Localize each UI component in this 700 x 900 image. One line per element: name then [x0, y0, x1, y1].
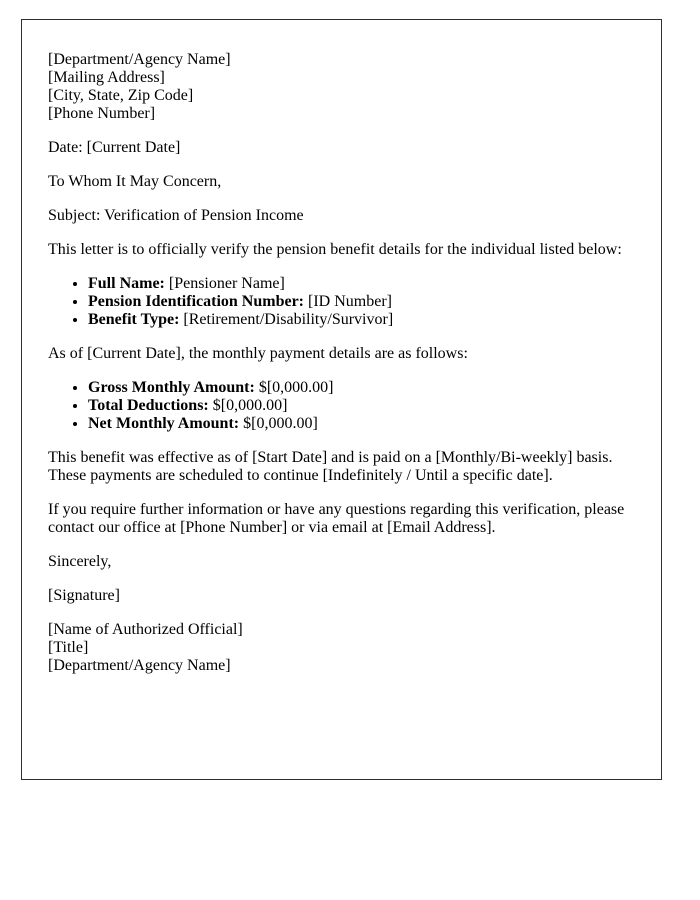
letter-document — [21, 19, 662, 780]
signoff-line-agency: [Department/Agency Name] — [48, 657, 231, 674]
intro-paragraph: This letter is to officially verify the pension benefit details for the individual listed below: — [48, 241, 622, 258]
detail-value: $[0,000.00] — [258, 379, 334, 396]
detail-value: $[0,000.00] — [243, 415, 318, 432]
detail-value: [Retirement/Disability/Survivor] — [183, 311, 394, 328]
salutation: To Whom It May Concern, — [48, 173, 222, 190]
sender-line-agency: [Department/Agency Name] — [48, 51, 231, 68]
sender-line-city: [City, State, Zip Code] — [48, 87, 194, 104]
detail-label: Net Monthly Amount: — [88, 415, 240, 432]
detail-value: [ID Number] — [308, 293, 392, 310]
contact-paragraph: If you require further information or have any questions regarding this verification, please contact our office at [Phone Number] or via email at [Email Address]. — [48, 501, 625, 536]
signoff-line-name: [Name of Authorized Official] — [48, 621, 243, 638]
list-item-benefit-type — [88, 311, 635, 329]
detail-label: Gross Monthly Amount: — [88, 379, 255, 396]
closing: Sincerely, — [48, 553, 112, 570]
sender-line-address: [Mailing Address] — [48, 69, 165, 86]
pensioner-details-list — [48, 275, 635, 329]
sender-line-phone: [Phone Number] — [48, 105, 156, 122]
detail-label: Pension Identification Number: — [88, 293, 304, 310]
detail-label: Total Deductions: — [88, 397, 209, 414]
payment-details-list — [48, 379, 635, 433]
detail-label: Full Name: — [88, 275, 165, 292]
detail-value: [Pensioner Name] — [168, 275, 285, 292]
sender-block — [48, 51, 635, 123]
subject-line: Subject: Verification of Pension Income — [48, 207, 304, 224]
list-item-net-amount — [88, 415, 635, 433]
list-item-gross-amount — [88, 379, 635, 397]
signoff-block — [48, 621, 635, 675]
effective-paragraph: This benefit was effective as of [Start Date] and is paid on a [Monthly/Bi-weekly] basis. These payments are scheduled to continue [Indefinitely / Until a specific date]. — [48, 449, 613, 484]
list-item-pension-id — [88, 293, 635, 311]
payment-intro-paragraph: As of [Current Date], the monthly payment details are as follows: — [48, 345, 468, 362]
list-item-full-name — [88, 275, 635, 293]
detail-label: Benefit Type: — [88, 311, 180, 328]
date-line: Date: [Current Date] — [48, 139, 181, 156]
list-item-total-deductions — [88, 397, 635, 415]
signoff-line-title: [Title] — [48, 639, 89, 656]
detail-value: $[0,000.00] — [212, 397, 288, 414]
signature-placeholder: [Signature] — [48, 587, 120, 604]
